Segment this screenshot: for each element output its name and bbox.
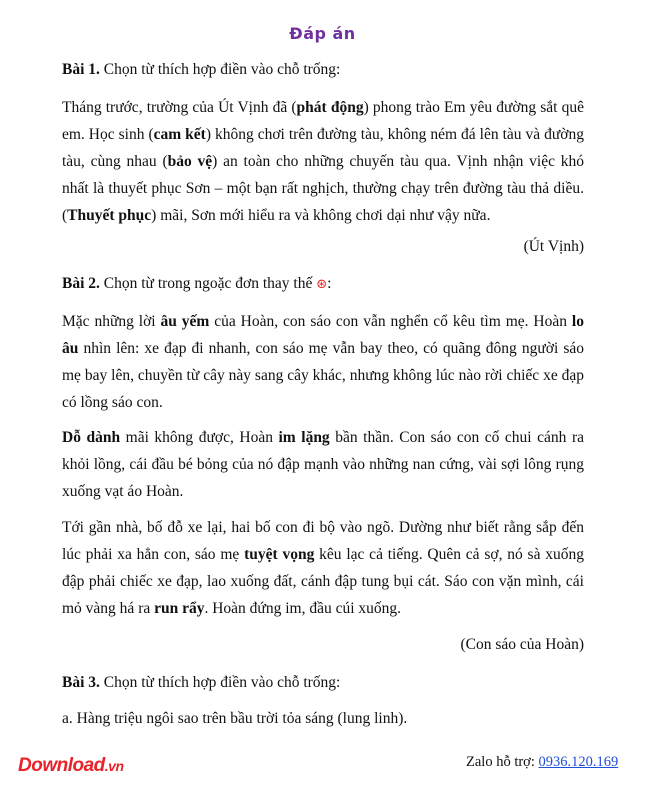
answer-word: Thuyết phục [67, 207, 152, 224]
text-run: bần thần. Con sáo con cố chui cánh ra khỏi lồng, cái đầu bé bỏng của nó đập mạnh vào những nan cứng, vài sợi lông rụng xuống vạt áo Hoàn. [62, 429, 585, 500]
answer-word: cam kết [153, 126, 206, 143]
text-run: ) mãi, Sơn mới hiểu ra và không chơi dại như vậy nữa. [151, 207, 491, 224]
download-vn-logo[interactable] [18, 755, 124, 777]
logo-main-text: Download [18, 755, 105, 776]
logo-ext-text: .vn [104, 758, 124, 774]
exercise-1-paragraph [62, 94, 584, 229]
exercise-2-paragraph-1 [62, 308, 584, 416]
exercise-3-prompt: Chọn từ thích hợp điền vào chỗ trống: [99, 674, 341, 691]
text-run: Tới gần nhà, bố đỗ xe lại, hai bố con đi bộ vào ngõ. Dường như biết rằng sắp đến lúc phải xa hẳn con, sáo mẹ [62, 519, 584, 563]
target-word: lo âu [62, 313, 584, 357]
text-run: Tháng trước, trường của Út Vịnh đã ( [62, 99, 297, 116]
target-word: âu yếm [160, 313, 210, 330]
exercise-2-paragraph-3 [62, 514, 584, 622]
text-run: kêu lạc cả tiếng. Quên cả sợ, nó sà xuống đập phải chiếc xe đạp, lao xuống đất, cánh đập tung bụi cát. Sáo con vặn mình, cái mỏ vàng há ra [62, 546, 585, 617]
exercise-2-paragraph-2 [62, 424, 584, 505]
exercise-1-heading [62, 56, 584, 83]
text-run: ) an toàn cho những chuyến tàu qua. Vịnh nhận việc khó nhất là thuyết phục Sơn – một bạn rất nghịch, thường chạy trên đường tàu thả diều. ( [62, 153, 585, 224]
target-word: run rẩy [154, 600, 205, 617]
exercise-2-label: Bài 2. [62, 275, 100, 292]
exercise-2-prompt: Chọn từ trong ngoặc đơn thay thế [99, 275, 317, 292]
exercise-1-prompt: Chọn từ thích hợp điền vào chỗ trống: [99, 61, 341, 78]
text-run: của Hoàn, con sáo con vẫn nghển cổ kêu tìm mẹ. Hoàn [209, 313, 572, 330]
support-label: Zalo hỗ trợ: [466, 754, 539, 770]
exercise-2-colon: : [327, 275, 332, 292]
exercise-3-item-a: a. Hàng triệu ngôi sao trên bầu trời tỏa sáng (lung linh). [62, 710, 408, 727]
exercise-3-heading [62, 669, 584, 696]
answer-word: phát động [296, 99, 364, 116]
exercise-2-source: (Con sáo của Hoàn) [460, 636, 584, 653]
target-word: tuyệt vọng [244, 546, 315, 563]
target-word: im lặng [278, 429, 330, 446]
text-run: ) phong trào Em yêu đường sắt quê em. Học sinh ( [62, 99, 584, 143]
exercise-3-label: Bài 3. [62, 674, 100, 691]
exercise-2-heading [62, 270, 584, 298]
text-run: ) không chơi trên đường tàu, không ném đá lên tàu và đường tàu, cùng nhau ( [62, 126, 584, 170]
text-run: . Hoàn đứng im, đầu cúi xuống. [204, 600, 402, 617]
text-run: nhìn lên: xe đạp đi nhanh, con sáo mẹ vẫn bay theo, có quãng đông người sáo mẹ bay lên, chuyền từ cây này sang cây khác, nhưng không lúc nào rời chiếc xe đạp có lồng sáo con. [62, 340, 584, 411]
text-run: mãi không được, Hoàn [120, 429, 279, 446]
page-title: Đáp án [289, 24, 356, 43]
answer-word: bảo vệ [167, 153, 213, 170]
flower-symbol-icon: ⊛ [316, 277, 328, 292]
exercise-1-label: Bài 1. [62, 61, 100, 78]
target-word: Dỗ dành [62, 429, 121, 446]
zalo-support [466, 754, 618, 771]
support-phone-link[interactable]: 0936.120.169 [538, 754, 619, 770]
exercise-1-source: (Út Vịnh) [523, 238, 584, 255]
text-run: Mặc những lời [62, 313, 161, 330]
